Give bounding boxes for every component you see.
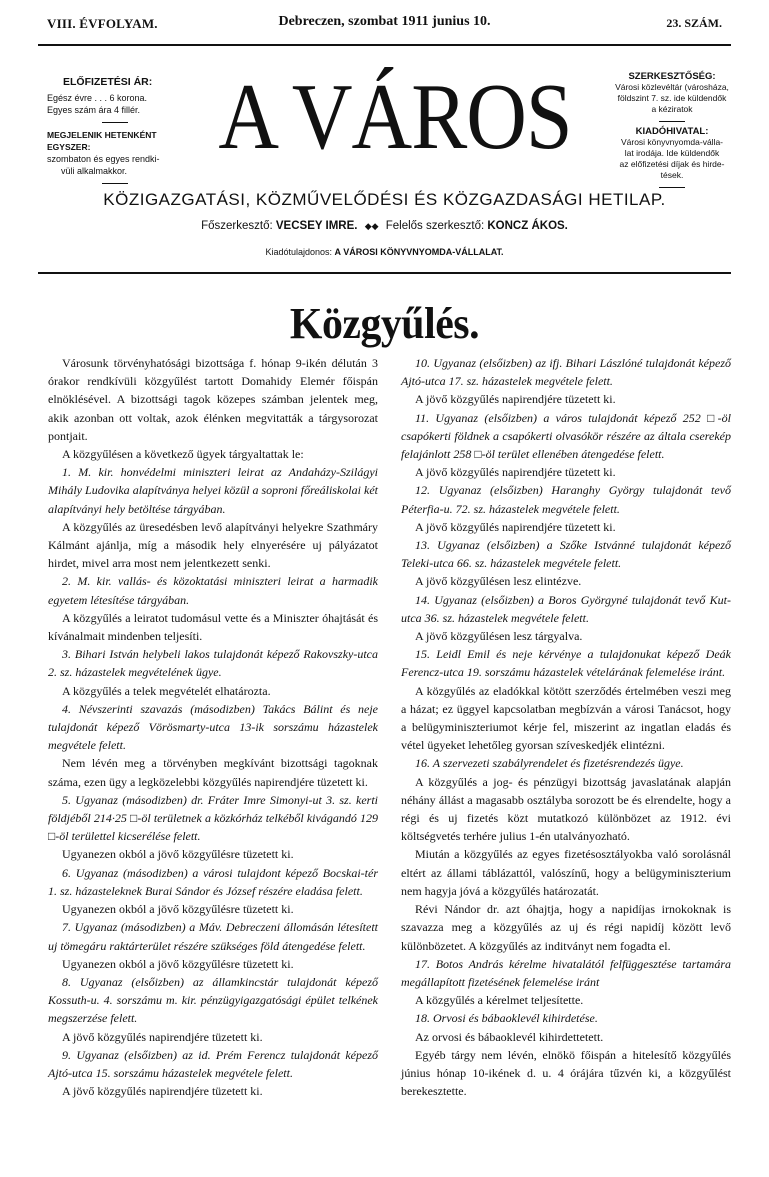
masthead-rule — [38, 272, 731, 274]
article-paragraph: 14. Ugyanaz (elsőizben) a Boros Györgyné tulajdonát tevő Kut-utca 36. sz. házastelek megvétele felett. — [401, 592, 731, 625]
article-paragraph: A jövő közgyűlés napirendjére tüzetett ki. — [415, 519, 616, 534]
article-paragraph: A közgyűlésen a következő ügyek tárgyaltattak le: — [62, 447, 304, 462]
frequency-line: szombaton és egyes rendki- — [47, 154, 160, 164]
publisher-line — [0, 247, 769, 257]
article-paragraph: A közgyűlés a telek megvételét elhatározta. — [62, 683, 271, 698]
header-bar — [0, 0, 769, 40]
frequency-line: vüli alkalmakkor. — [61, 166, 128, 176]
subscription-box — [47, 76, 182, 190]
article-paragraph: 5. Ugyanaz (másodizben) dr. Fráter Imre Simonyi-ut 3. sz. kerti földjéből 214·25 □-öl területnek a közkórház telkéből kivágandó 129 □-öl területtel kicserélése felett. — [48, 792, 378, 844]
article-paragraph: Egyéb tárgy nem lévén, elnökö főispán a hitelesítő közgyűlés június hónap 10-ikének d. u. 4 órájára tűzvén ki, a közgyűlést berekesztette. — [401, 1047, 731, 1099]
article-paragraph: A jövő közgyűlés napirendjére tüzetett ki. — [62, 1084, 263, 1099]
article-paragraph: 1. M. kir. honvédelmi miniszteri leirat az Andaházy-Szilágyi Mihály Ludovika alapítványa helyei közül a soproni főreáliskolai két alapítványi hely betöltése tárgyában. — [48, 465, 378, 516]
editors-line — [0, 220, 769, 232]
article-paragraph: A jövő közgyűlésen lesz tárgyalva. — [415, 629, 583, 644]
responsible-editor-name: KONCZ ÁKOS. — [487, 220, 568, 232]
article-paragraph: A közgyűlés az üresedésben levő alapítványi helyekre Szathmáry Kálmánt ajánlja, míg a második hely elnyerésére uj pályázatot hirdet, mivel arra most nem jelentkezett senki. — [48, 519, 378, 571]
subscription-line: Egész évre . . . 6 korona. — [47, 93, 148, 103]
article-paragraph: 4. Névszerinti szavazás (másodizben) Takács Bálint és neje tulajdonát képező Vörösmarty-utca 13-ik sorszámu házastelek megvétele felett. — [48, 701, 378, 753]
responsible-editor-label: Felelős szerkesztő: — [385, 220, 485, 232]
publisher-name: A VÁROSI KÖNYVNYOMDA-VÁLLALAT. — [334, 247, 504, 257]
article-paragraph: A jövő közgyűlés napirendjére tüzetett ki. — [62, 1029, 263, 1044]
article-paragraph: 12. Ugyanaz (elsőizben) Haranghy György tulajdonát tevő Péterfia-u. 72. sz. házastelek megvétele felett. — [401, 483, 731, 516]
editors-separator: ◆◆ — [364, 221, 379, 231]
publisher-office-heading: KIADÓHIVATAL: — [635, 126, 709, 137]
publisher-label: Kiadótulajdonos: — [265, 247, 333, 257]
article-paragraph: 13. Ugyanaz (elsőizben) a Szőke Istvánné tulajdonát képező Teleki-utca 66. sz. házastelek megvétele felett. — [401, 538, 731, 571]
article-paragraph: 2. M. kir. vallás- és közoktatási miniszteri leirat a harmadik egyetem létesítése tárgyában. — [48, 574, 378, 607]
issue-number: 23. SZÁM. — [666, 16, 722, 30]
article-headline: Közgyűlés. — [289, 299, 480, 348]
editorial-heading: SZERKESZTŐSÉG: — [628, 71, 716, 82]
header-rule — [38, 44, 731, 46]
article-paragraph: A jövő közgyűlés napirendjére tüzetett ki. — [415, 392, 616, 407]
article-paragraph: 10. Ugyanaz (elsőizben) az ifj. Bihari Lászlóné tulajdonát képező Ajtó-utca 17. sz. házastelek megvétele felett. — [401, 356, 731, 389]
divider — [102, 122, 128, 123]
article-paragraph: A közgyűlés a kérelmet teljesítette. — [415, 993, 584, 1008]
article-column-left — [48, 354, 378, 1100]
frequency-heading: MEGJELENIK HETENKÉNT EGYSZER: — [47, 130, 157, 152]
divider — [659, 121, 685, 122]
editorial-line: a kéziratok — [651, 104, 693, 114]
publisher-office-line: Városi könyvnyomda-válla- — [620, 137, 724, 147]
article-paragraph: 11. Ugyanaz (elsőizben) a város tulajdonát képező 252 □-öl csapókerti földnek a csapókerti olvasókör részére az általa cserekép felajánlott 258 □-öl terület ellenében átengedése felett. — [401, 410, 731, 462]
subscription-line: Egyes szám ára 4 fillér. — [47, 105, 141, 115]
publisher-office-line: lat irodája. Ide küldendők — [624, 148, 720, 158]
article-paragraph: A jövő közgyűlésen lesz elintézve. — [415, 574, 582, 589]
masthead-subtitle: KÖZIGAZGATÁSI, KÖZMŰVELŐDÉSI ÉS KÖZGAZDASÁGI HETILAP. — [103, 190, 666, 209]
article-paragraph: 8. Ugyanaz (elsőizben) az államkincstár tulajdonát képező Kossuth-u. 4. sorszámu m. kir. pénzügyigazgatósági épület telkének megszerzése felett. — [48, 974, 378, 1026]
article-paragraph: 18. Orvosi és bábaoklevél kihirdetése. — [415, 1011, 598, 1026]
publisher-office-line: tések. — [660, 170, 684, 180]
article-paragraph: A jövő közgyűlés napirendjére tüzetett ki. — [415, 465, 616, 480]
article-paragraph: Az orvosi és bábaoklevél kihirdettetett. — [415, 1029, 604, 1044]
article-paragraph: Ugyanezen okból a jövő közgyűlésre tüzetett ki. — [62, 847, 294, 862]
article-paragraph: 3. Bihari István helybeli lakos tulajdonát képező Rakovszky-utca 2. sz. házastelek megvételének ügye. — [48, 647, 378, 680]
masthead-title: A VÁROS — [218, 65, 572, 170]
divider — [102, 183, 128, 184]
article-paragraph: Miután a közgyűlés az egyes fizetésosztályokba való sorolásnál eltért az állami táblázattól, valószínű, hogy a belügyminiszterium nem hagyja jóvá a közgyűlés határozatát. — [401, 847, 731, 898]
article-paragraph: Ugyanezen okból a jövő közgyűlésre tüzetett ki. — [62, 956, 294, 971]
article-paragraph: 9. Ugyanaz (elsőizben) az id. Prém Ferencz tulajdonát képező Ajtó-utca 15. sorszámu házastelek megvétele felett. — [48, 1047, 378, 1080]
article-paragraph: Nem lévén meg a törvényben megkívánt bizottsági tagoknak száma, ezen ügy a legközelebbi közgyűlés napirendjére tüzetett ki. — [48, 756, 378, 789]
volume-label: VIII. ÉVFOLYAM. — [47, 16, 158, 31]
subscription-heading: ELŐFIZETÉSI ÁR: — [63, 76, 153, 88]
article-paragraph: Városunk törvényhatósági bizottsága f. hónap 9-ikén délután 3 órakor rendkívüli közgyűlést tartott Domahidy Elemér főispán elnöklésével. A bizottsági tagok közepes számban jelentek meg, akik azonban ott voltak, azok élénken megvitatták a tárgysorozat pontjait. — [48, 356, 378, 443]
editor-in-chief-name: VECSEY IMRE. — [275, 220, 358, 232]
article-paragraph: 6. Ugyanaz (másodizben) a városi tulajdont képező Bocskai-tér 1. sz. házasteleknek Burai Sándor és József részére eladása felett. — [48, 865, 378, 898]
divider — [659, 187, 685, 188]
editorial-office-box — [610, 71, 734, 192]
article-paragraph: Ugyanezen okból a jövő közgyűlésre tüzetett ki. — [62, 902, 294, 917]
editor-in-chief-label: Főszerkesztő: — [201, 220, 273, 232]
editorial-line: földszint 7. sz. ide küldendők — [617, 93, 727, 103]
article-column-right — [401, 354, 731, 1100]
article-paragraph: A közgyűlés a leiratot tudomásul vette és a Miniszter óhajtását és kívánalmait mindenben teljesíti. — [48, 610, 378, 644]
article-paragraph: A közgyűlés a jog- és pénzügyi bizottság javaslatának alapján néhány állást a magasabb osztályba sorozott be és elrendelte, hogy a régi és uj fizetés közt mutatkozó különbözet az 1912. évi költségvetés terhére julius 1-én utalványozható. — [401, 774, 731, 844]
article-paragraph: 17. Botos András kérelme hivatalától felfüggesztése tartamára megállapított fizetésének felemelése iránt — [401, 956, 731, 989]
article-paragraph: A közgyűlés az eladókkal kötött szerződés értelmében veszi meg a házat; ez üggyel kapcsolatban megbízván a városi Tanácsot, hogy a belügyminiszteriumot kérje fel, miszerint az ingatlan eladás és vétel ügyeket lehetőleg gyorsan szíveskedjék elintézni. — [401, 683, 731, 753]
article-paragraph: 16. A szervezeti szabályrendelet és fizetésrendezés ügye. — [415, 756, 684, 771]
dateline: Debreczen, szombat 1911 junius 10. — [278, 14, 491, 29]
article-paragraph: 15. Leidl Emil és neje kérvénye a tulajdonukat képező Deák Ferencz-utca 19. sorszámu házastelek vételárának felemelése iránt. — [401, 647, 731, 680]
article-paragraph: Révi Nándor dr. azt óhajtja, hogy a napidíjas irnokoknak is szavazza meg a közgyűlés az uj és régi napidíj között levő különbözetet. A közgyűlés az inditványt nem fogadta el. — [401, 902, 731, 953]
publisher-office-line: az előfizetési díjak és hirde- — [619, 159, 725, 169]
editorial-line: Városi közlevéltár (városháza, — [615, 82, 729, 92]
article-paragraph: 7. Ugyanaz (másodizben) a Máv. Debreczeni állomásán létesített uj tömegáru raktárterület részére szükséges föld átengedése felett. — [48, 920, 378, 953]
